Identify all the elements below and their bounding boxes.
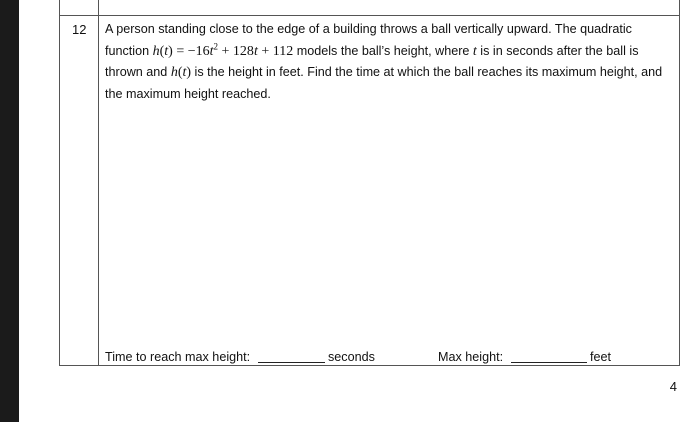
row-divider xyxy=(60,15,679,16)
question-text-part2: models the ball’s height, where xyxy=(296,43,470,58)
question-text-part4: is the height in feet. Find the time at which the ball reaches its maximum height, and the maximum height reached. xyxy=(105,65,663,101)
variable-t: t xyxy=(472,43,477,59)
time-unit: seconds xyxy=(328,350,375,364)
function-rhs: = $-16t^2 + 128t + 112$ xyxy=(176,40,294,59)
height-unit: feet xyxy=(590,350,612,364)
page-number: 4 xyxy=(669,379,677,394)
question-table xyxy=(59,0,680,366)
function-ref: h(t) xyxy=(170,65,192,80)
height-label: Max height: xyxy=(438,350,504,364)
function-lhs: h(t) xyxy=(152,43,173,59)
time-answer-blank[interactable] xyxy=(258,362,325,363)
question-text xyxy=(105,19,673,105)
question-number: 12 xyxy=(72,22,87,37)
height-answer-blank[interactable] xyxy=(511,362,587,363)
question-text-part1: A person standing close to the edge of a building throws a ball vertically upward. The quadratic function xyxy=(105,22,632,58)
time-label: Time to reach max height: xyxy=(105,350,251,364)
column-divider xyxy=(98,0,99,365)
question-text-part3: is in seconds after the ball is thrown and xyxy=(105,43,639,79)
left-edge-bar xyxy=(0,0,19,422)
